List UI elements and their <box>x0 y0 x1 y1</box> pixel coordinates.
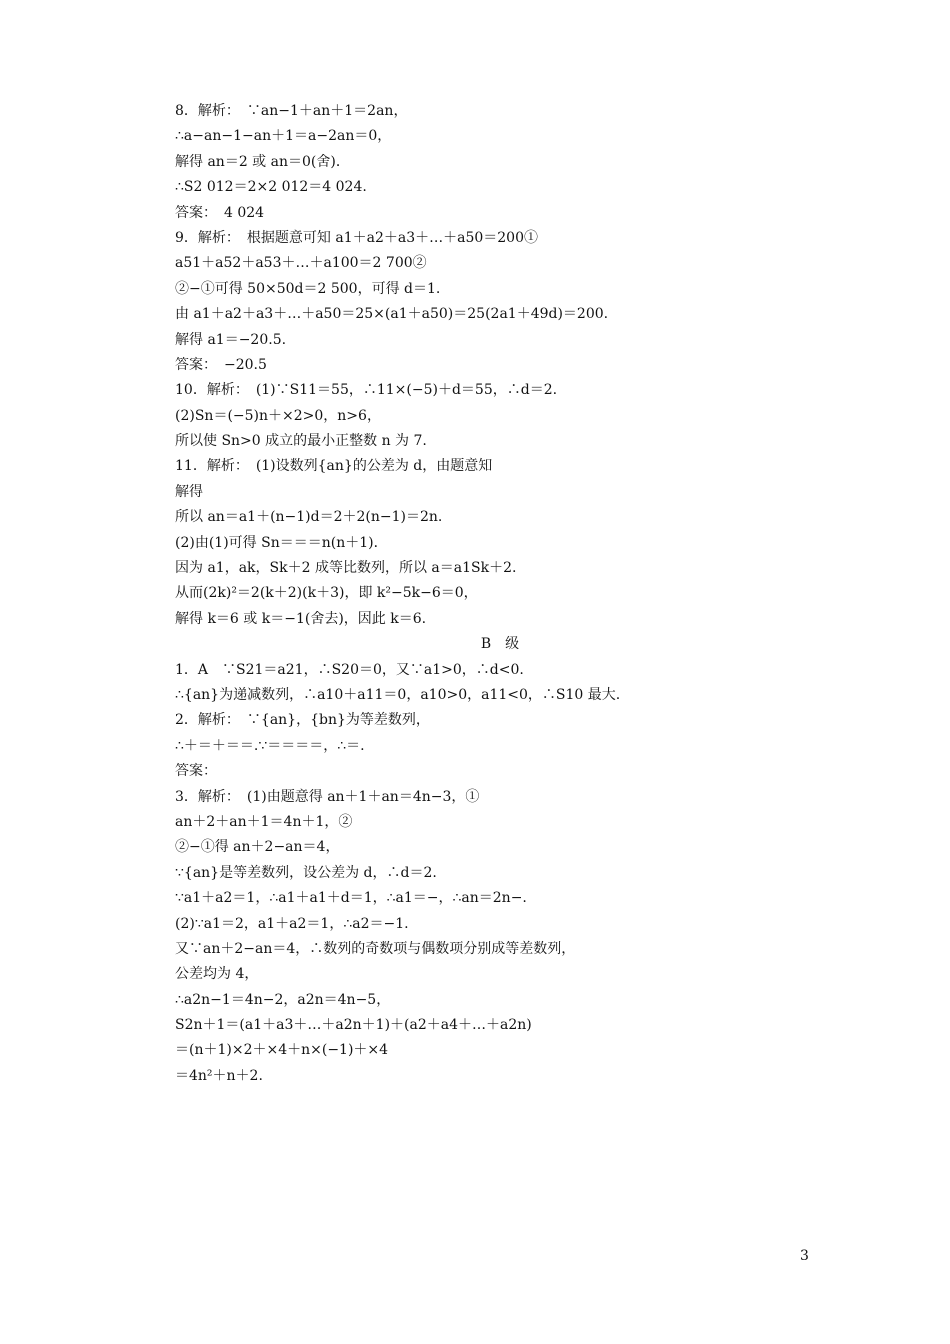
page-number: 3 <box>800 1248 809 1264</box>
text-line: (2)Sn＝(−5)n＋×2>0，n>6， <box>175 407 381 424</box>
text-line: 解得 a1＝−20.5. <box>175 331 287 348</box>
text-line: 公差均为 4， <box>175 966 259 983</box>
text-line: S2n＋1＝(a1＋a3＋…＋a2n＋1)＋(a2＋a4＋…＋a2n) <box>175 1017 532 1034</box>
text-line: 11．解析： (1)设数列{an}的公差为 d，由题意知 <box>175 458 493 475</box>
text-line: 答案： 4 024 <box>175 204 265 221</box>
text-line: 又∵an＋2−an＝4，∴数列的奇数项与偶数项分别成等差数列， <box>175 940 576 957</box>
solution-text <box>175 99 815 1089</box>
text-line: ②−①可得 50×50d＝2 500，可得 d＝1. <box>175 280 441 297</box>
text-line: ∴a−an−1−an＋1＝a−2an＝0， <box>175 128 392 145</box>
text-line: 因为 a1，ak，Sk＋2 成等比数列，所以 a＝a1Sk＋2. <box>175 560 517 577</box>
text-line: 所以使 Sn>0 成立的最小正整数 n 为 7. <box>175 433 427 450</box>
text-line: 所以 an＝a1＋(n−1)d＝2＋2(n−1)＝2n. <box>175 509 443 526</box>
text-line: 解得 an＝2 或 an＝0(舍)． <box>175 153 350 170</box>
text-line: ∴S2 012＝2×2 012＝4 024. <box>175 179 367 196</box>
text-line: 解得 k＝6 或 k＝−1(舍去)，因此 k＝6. <box>175 610 427 627</box>
section-heading: B 级 <box>480 636 520 653</box>
text-line: ∴＋＝＋＝＝.∵＝＝＝＝，∴＝. <box>175 737 365 754</box>
text-line: 9．解析： 根据题意可知 a1＋a2＋a3＋…＋a50＝200① <box>175 229 539 246</box>
text-line: 答案： −20.5 <box>175 356 267 373</box>
text-line: 3．解析： (1)由题意得 an＋1＋an＝4n−3，① <box>175 788 480 805</box>
text-line: (2)由(1)可得 Sn＝＝＝n(n＋1)． <box>175 534 388 551</box>
text-line: (2)∵a1＝2，a1＋a2＝1，∴a2＝−1. <box>175 915 409 932</box>
text-line: 解得 <box>175 483 203 500</box>
text-line: 1．A ∵S21＝a21，∴S20＝0，又∵a1>0，∴d<0. <box>175 661 524 678</box>
text-line: ∵{an}是等差数列，设公差为 d，∴d＝2. <box>175 864 437 881</box>
text-line: ∵a1＋a2＝1，∴a1＋a1＋d＝1，∴a1＝−，∴an＝2n−. <box>175 890 527 907</box>
text-line: 从而(2k)²＝2(k＋2)(k＋3)，即 k²−5k−6＝0， <box>175 585 478 602</box>
text-line: 由 a1＋a2＋a3＋…＋a50＝25×(a1＋a50)＝25(2a1＋49d)＝200. <box>175 306 609 323</box>
text-line: ∴{an}为递减数列，∴a10＋a11＝0，a10>0，a11<0，∴S10 最大. <box>175 686 621 703</box>
text-line: 8．解析： ∵an−1＋an＋1＝2an， <box>175 103 408 119</box>
text-line: 答案： <box>175 763 217 780</box>
text-line: a51＋a52＋a53＋…＋a100＝2 700② <box>175 255 427 272</box>
text-line: 2．解析： ∵{an}，{bn}为等差数列， <box>175 712 430 729</box>
text-line: 10．解析： (1)∵S11＝55，∴11×(−5)＋d＝55，∴d＝2. <box>175 382 558 399</box>
text-line: ＝4n²＋n＋2. <box>175 1067 263 1084</box>
text-line: ②−①得 an＋2−an＝4， <box>175 839 340 856</box>
text-line: an＋2＋an＋1＝4n＋1，② <box>175 813 353 830</box>
text-line: ＝(n＋1)×2＋×4＋n×(−1)＋×4 <box>175 1042 389 1059</box>
text-line: ∴a2n−1＝4n−2，a2n＝4n−5， <box>175 991 391 1008</box>
